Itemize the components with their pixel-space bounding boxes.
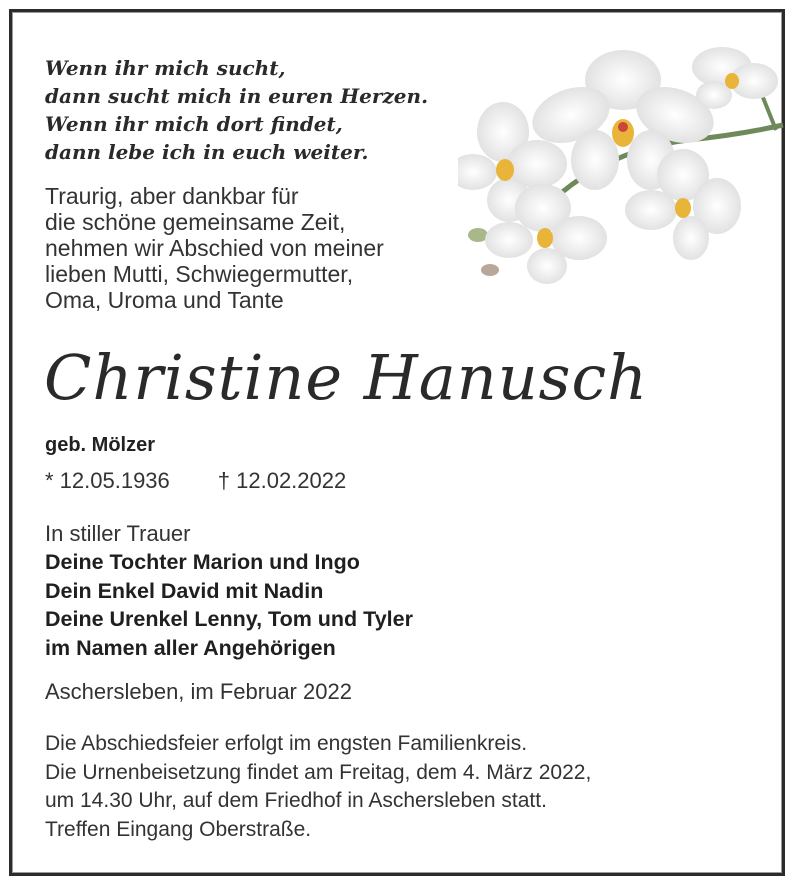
white-orchid-icon bbox=[458, 30, 788, 290]
birth-date: * 12.05.1936 bbox=[45, 468, 170, 493]
mourner-line: Deine Tochter Marion und Ingo bbox=[45, 550, 360, 574]
funeral-notice bbox=[45, 730, 591, 844]
mourners-list bbox=[45, 548, 413, 662]
notice-line: um 14.30 Uhr, auf dem Friedhof in Aschersleben statt. bbox=[45, 789, 547, 812]
intro-text bbox=[45, 183, 384, 313]
poem bbox=[45, 54, 428, 166]
poem-line: dann lebe ich in euch weiter. bbox=[45, 140, 369, 164]
death-date: † 12.02.2022 bbox=[217, 468, 347, 493]
intro-line: die schöne gemeinsame Zeit, bbox=[45, 209, 346, 235]
intro-line: Oma, Uroma und Tante bbox=[45, 287, 284, 313]
intro-line: lieben Mutti, Schwiegermutter, bbox=[45, 261, 354, 287]
poem-line: dann sucht mich in euren Herzen. bbox=[45, 84, 429, 108]
intro-line: Traurig, aber dankbar für bbox=[45, 183, 299, 209]
mourner-line: im Namen aller Angehörigen bbox=[45, 635, 336, 660]
mourner-line: Deine Urenkel Lenny, Tom und Tyler bbox=[45, 607, 413, 631]
place-date: Aschersleben, im Februar 2022 bbox=[45, 679, 352, 704]
notice-line: Die Urnenbeisetzung findet am Freitag, dem 4. März 2022, bbox=[45, 760, 592, 784]
poem-line: Wenn ihr mich dort findet, bbox=[45, 112, 343, 136]
life-dates bbox=[45, 468, 346, 494]
notice-line: Die Abschiedsfeier erfolgt im engsten Familienkreis. bbox=[45, 732, 528, 755]
intro-line: nehmen wir Abschied von meiner bbox=[45, 235, 384, 261]
maiden-name: geb. Mölzer bbox=[45, 434, 156, 456]
mourning-intro: In stiller Trauer bbox=[45, 521, 191, 546]
poem-line: Wenn ihr mich sucht, bbox=[45, 56, 286, 80]
notice-line: Treffen Eingang Oberstraße. bbox=[45, 817, 312, 841]
deceased-name: Christine Hanusch bbox=[44, 341, 649, 414]
mourner-line: Dein Enkel David mit Nadin bbox=[45, 578, 324, 603]
